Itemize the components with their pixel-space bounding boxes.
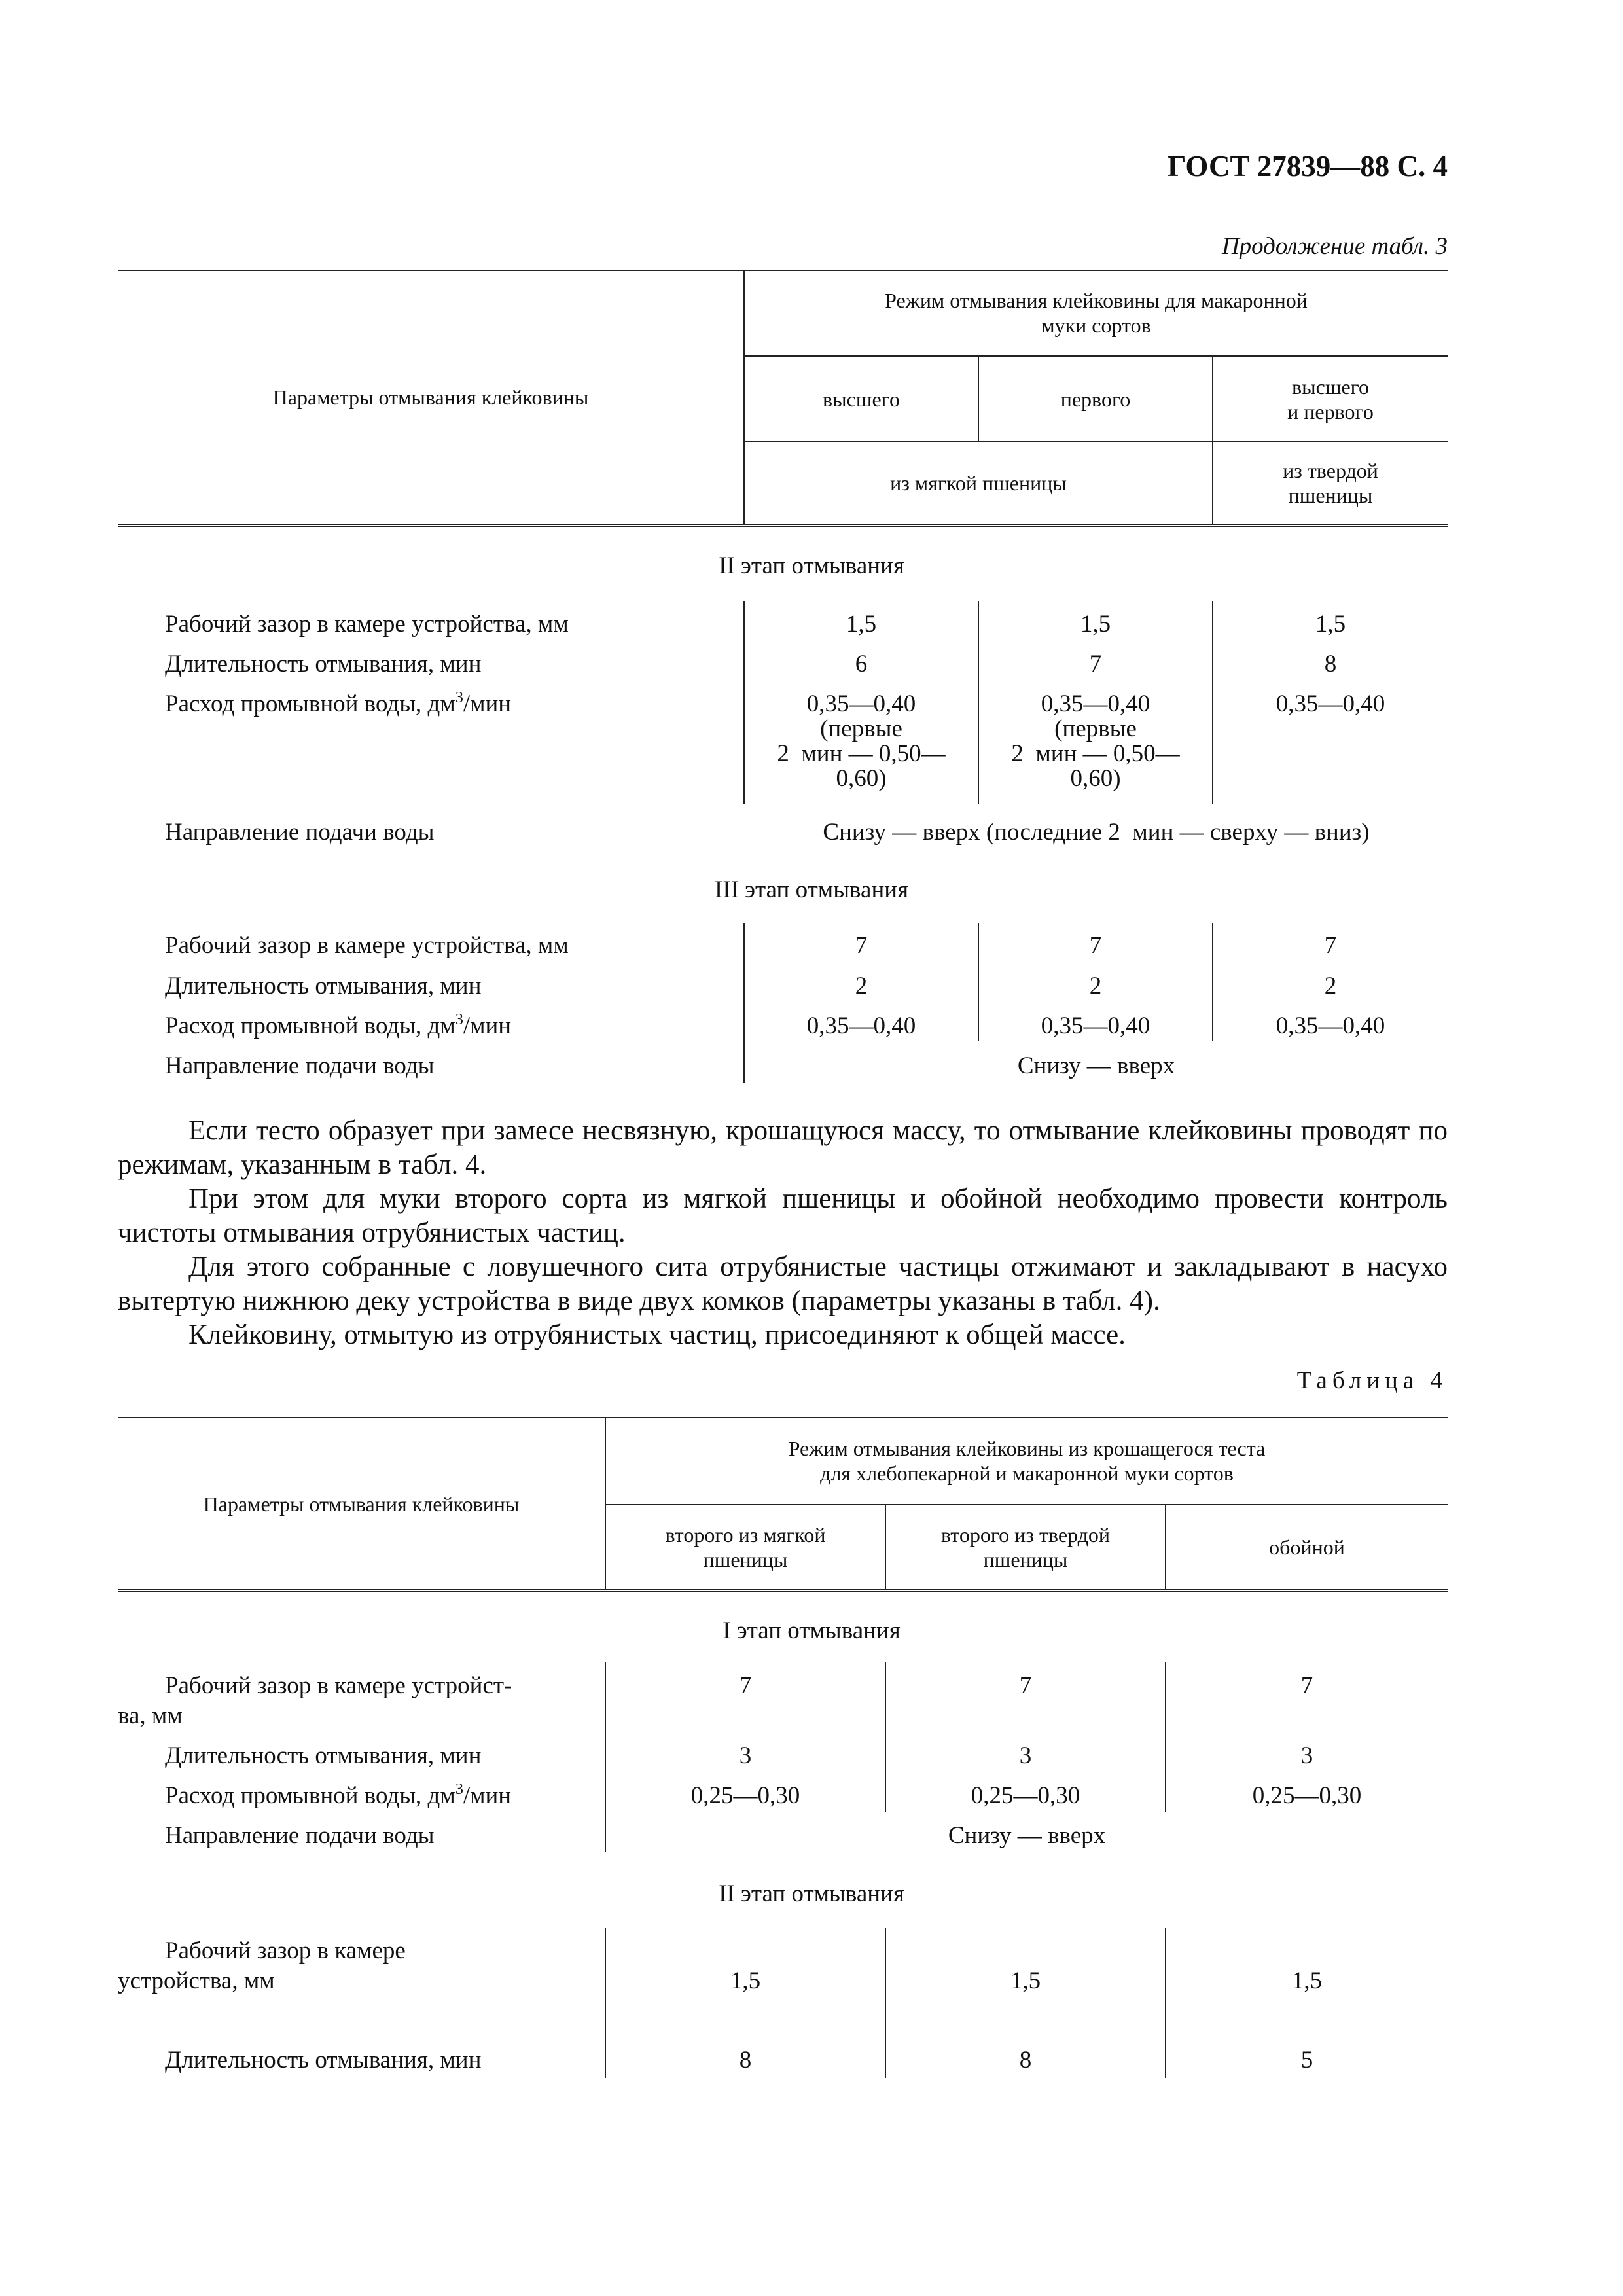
table-4-s1-gap-3: 7 — [1300, 1672, 1313, 1699]
flow-label-unit: /мин — [463, 691, 512, 717]
flow-label-text: Расход промывной воды, дм — [165, 691, 455, 717]
flow-note-line-1: (первые — [1054, 715, 1137, 742]
table-3-s2-gap-2: 1,5 — [1080, 611, 1111, 637]
table-4-col-3-header: обойной — [1269, 1535, 1345, 1559]
table-3-s3-duration-3: 2 — [1324, 973, 1337, 999]
flow-label-text: Расход промывной воды, дм — [165, 1782, 455, 1809]
table-3-s2-duration-1: 6 — [855, 651, 868, 677]
table-3-col-3-header — [1213, 357, 1448, 441]
body-paragraph-4: Клейковину, отмытую из отрубянистых частиц, присоединяют к общей массе. — [188, 1319, 1126, 1350]
table-3-s3-duration-1: 2 — [855, 973, 868, 999]
table-3-mode-header — [745, 270, 1448, 355]
table-3-s2-duration-3: 8 — [1324, 651, 1337, 677]
table-4-s2-gap-2: 1,5 — [1010, 1967, 1041, 1994]
page-header: ГОСТ 27839—88 С. 4 — [1167, 150, 1448, 183]
table-4-s1-flow-3: 0,25—0,30 — [1252, 1782, 1362, 1809]
table-4-col-2-header — [886, 1505, 1165, 1589]
table-3-col-2-header: первого — [1060, 387, 1131, 411]
table-4-s2-duration-label: Длительность отмывания, мин — [165, 2047, 482, 2073]
flow-label-unit: /мин — [463, 1782, 512, 1809]
table-4-s1-duration-1: 3 — [739, 1742, 752, 1769]
table-3-soft-wheat-header: из мягкой пшеницы — [890, 471, 1067, 495]
flow-label-sup: 3 — [455, 689, 463, 706]
table-4-s2-gap-3: 1,5 — [1291, 1967, 1323, 1994]
table-3-s2-duration-label: Длительность отмывания, мин — [165, 651, 482, 677]
table-3-s3-gap-1: 7 — [855, 932, 868, 959]
flow-note-line-3: 0,60) — [836, 765, 887, 792]
table-4-s2-gap-1: 1,5 — [730, 1967, 761, 1994]
table-3-s2-flow-label — [165, 689, 512, 717]
table-4-s1-gap-label-line-2: ва, мм — [118, 1702, 183, 1729]
body-paragraph-1: Если тесто образует при замесе несвязную, крошащуюся массу, то отмывание клейковины проводят по режимам, указанным в табл. 4. — [118, 1115, 1448, 1180]
flow-label-unit: /мин — [463, 1013, 512, 1039]
flow-note-line-1: (первые — [820, 715, 902, 742]
table-4-s2-duration-1: 8 — [739, 2047, 752, 2073]
table-4-stage-1-title: I этап отмывания — [722, 1617, 901, 1644]
table-4-col-1-header-line-2: пшеницы — [703, 1548, 788, 1571]
table-4-s1-direction-label: Направление подачи воды — [165, 1822, 435, 1849]
table-4-s1-flow-label — [165, 1781, 512, 1809]
table-3-s2-gap-1: 1,5 — [846, 611, 877, 637]
body-paragraph-3: Для этого собранные с ловушечного сита отрубянистые частицы отжимают и закладывают в насухо вытертую нижнюю деку устройства в виде двух комков (параметры указаны в табл. 4). — [118, 1251, 1448, 1316]
table-3-s2-direction: Снизу — вверх (последние 2 мин — сверху — вниз) — [823, 819, 1370, 846]
table-3-param-header: Параметры отмывания клейковины — [272, 386, 589, 409]
table-3-s3-duration-label: Длительность отмывания, мин — [165, 973, 482, 999]
table-4-s2-gap-label-line-2: устройства, мм — [118, 1967, 275, 1994]
table-4-s1-duration-label: Длительность отмывания, мин — [165, 1742, 482, 1769]
table-3-col-3-header-line-2: и первого — [1287, 399, 1374, 423]
table-3-mode-header-line-2: муки сортов — [1041, 313, 1151, 337]
table-3-s3-flow-2: 0,35—0,40 — [1041, 1013, 1150, 1039]
body-paragraph-2: При этом для муки второго сорта из мягкой пшеницы и обойной необходимо провести контроль чистоты отмывания отрубянистых частиц. — [118, 1183, 1448, 1248]
table-4-stage-2-title: II этап отмывания — [719, 1880, 904, 1907]
table-4-mode-header-line-1: Режим отмывания клейковины из крошащегося теста — [788, 1436, 1266, 1460]
table-3-s3-flow-1: 0,35—0,40 — [806, 1013, 916, 1039]
table-3-s3-direction: Снизу — вверх — [1017, 1052, 1175, 1079]
table-3-hard-wheat-line-1: из твердой — [1283, 459, 1378, 482]
table-4-s1-gap-label-line-1: Рабочий зазор в камере устройст- — [165, 1672, 512, 1699]
table-4-s1-gap-2: 7 — [1019, 1672, 1032, 1699]
table-4-mode-header — [606, 1417, 1448, 1504]
table-3-s3-flow-3: 0,35—0,40 — [1275, 1013, 1385, 1039]
table-4-col-1-header — [606, 1505, 885, 1589]
table-4-s1-duration-3: 3 — [1300, 1742, 1313, 1769]
table-3-s3-gap-2: 7 — [1089, 932, 1102, 959]
table-3-s2-duration-2: 7 — [1089, 651, 1102, 677]
flow-value: 0,35—0,40 — [806, 691, 916, 717]
table-4-col-2-header-line-2: пшеницы — [983, 1548, 1068, 1571]
table-3-stage-3-title: III этап отмывания — [714, 876, 909, 903]
flow-label-sup: 3 — [455, 1781, 463, 1798]
table-3-mode-header-line-1: Режим отмывания клейковины для макаронной — [885, 288, 1308, 312]
flow-note-line-3: 0,60) — [1070, 765, 1121, 792]
table-3-hard-wheat-line-2: пшеницы — [1288, 484, 1373, 507]
table-continuation-label: Продолжение табл. 3 — [1221, 233, 1448, 260]
table-4-col-1-header-line-1: второго из мягкой — [665, 1523, 826, 1547]
flow-note-line-2: 2 мин — 0,50— — [1011, 740, 1180, 767]
table-3-s2-gap-label: Рабочий зазор в камере устройства, мм — [165, 611, 569, 637]
table-3-s3-duration-2: 2 — [1089, 973, 1102, 999]
table-3-col-1-header: высшего — [823, 387, 900, 411]
table-3-s2-flow-1 — [745, 692, 978, 791]
flow-value: 0,35—0,40 — [1041, 691, 1150, 717]
table-4-s2-gap-label-line-1: Рабочий зазор в камере — [165, 1937, 406, 1964]
flow-label-sup: 3 — [455, 1011, 463, 1028]
table-4-s1-flow-1: 0,25—0,30 — [690, 1782, 800, 1809]
table-3-hard-wheat-header — [1213, 442, 1448, 524]
table-4-s1-direction: Снизу — вверх — [948, 1822, 1106, 1849]
table-3-s2-direction-label: Направление подачи воды — [165, 819, 435, 846]
table-3-col-3-header-line-1: высшего — [1292, 374, 1369, 399]
table-4-param-header: Параметры отмывания клейковины — [203, 1492, 520, 1516]
table-3-s3-direction-label: Направление подачи воды — [165, 1052, 435, 1079]
table-3-s3-gap-3: 7 — [1324, 932, 1337, 959]
table-4-col-2-header-line-1: второго из твердой — [940, 1523, 1111, 1547]
table-4-label: Таблица 4 — [1296, 1367, 1448, 1394]
table-4-s2-duration-2: 8 — [1019, 2047, 1032, 2073]
table-3-s2-flow-2 — [979, 692, 1212, 791]
flow-note-line-2: 2 мин — 0,50— — [777, 740, 946, 767]
flow-label-text: Расход промывной воды, дм — [165, 1013, 455, 1039]
table-4-s1-duration-2: 3 — [1019, 1742, 1032, 1769]
table-4-s2-duration-3: 5 — [1300, 2047, 1313, 2073]
table-3-stage-2-title: II этап отмывания — [719, 552, 904, 579]
table-3-s2-gap-3: 1,5 — [1315, 611, 1346, 637]
table-3-s2-flow-3: 0,35—0,40 — [1275, 691, 1385, 717]
table-3-s3-flow-label — [165, 1011, 512, 1039]
table-3-s3-gap-label: Рабочий зазор в камере устройства, мм — [165, 932, 569, 959]
table-4-s1-flow-2: 0,25—0,30 — [971, 1782, 1080, 1809]
table-4-mode-header-line-2: для хлебопекарной и макаронной муки сортов — [820, 1461, 1234, 1485]
table-4-s1-gap-1: 7 — [739, 1672, 752, 1699]
